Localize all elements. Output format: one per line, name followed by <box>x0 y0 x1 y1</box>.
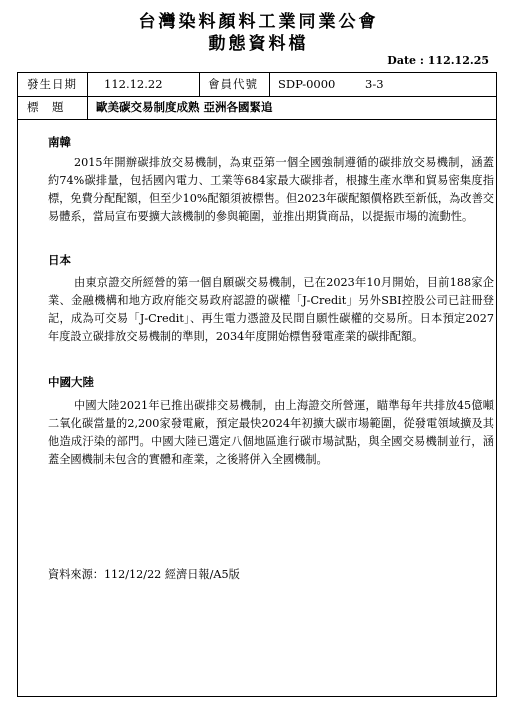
organization-name: 台灣染料顏料工業同業公會 <box>138 12 379 32</box>
code-label: 會員代號 <box>200 73 270 96</box>
code-value: SDP-0000 3-3 <box>278 77 384 91</box>
document-sheet <box>17 72 497 697</box>
title-row <box>18 96 496 120</box>
title-label: 標 題 <box>18 96 88 119</box>
document-date: Date : 112.12.25 <box>387 54 489 67</box>
meta-row <box>18 73 496 97</box>
document-type: 動態資料檔 <box>208 34 309 54</box>
date-value: 112.12.22 <box>88 73 200 96</box>
title-value: 歐美碳交易制度成熟 亞洲各國緊追 <box>96 100 273 114</box>
section-heading: 日本 <box>48 253 71 267</box>
section-body: 2015年開辦碳排放交易機制，為東亞第一個全國強制遵循的碳排放交易機制，涵蓋約74%碳排量，包括國內電力、工業等684家最大碳排者，根據生產水準和貿易密集度指標，免費分配配額，但至少10%配額須被標售。但2023年碳配額價格跌至新低，為改善交易體系，當局宣布要擴大該機制的參與範圍，並推出期貨商品，以提振市場的流動性。 <box>48 156 494 223</box>
section-body: 中國大陸2021年已推出碳排交易機制，由上海證交所營運，瞄準每年共排放45億噸二氧化碳當量的2,200家發電廠，預定最快2024年初擴大碳市場範圍，從發電領域擴及其他造成汙染的部門。中國大陸已選定八個地區進行碳市場試點，與全國交易機制並行，涵蓋全國機制未包含的實體和產業，之後將併入全國機制。 <box>48 399 494 466</box>
section-body: 由東京證交所經營的第一個自願碳交易機制，已在2023年10月開始，目前188家企業、金融機構和地方政府能交易政府認證的碳權「J-Credit」另外SBI控股公司已註冊登記，成為可交易「J-Credit」、再生電力憑證及民間自願性碳權的交易所。日本預定2027年度設立碳排放交易機制的準則，2034年度開始標售發電產業的碳排配額。 <box>48 276 494 343</box>
source-note: 資料來源：112/12/22 經濟日報/A5版 <box>48 568 240 581</box>
section-heading: 中國大陸 <box>48 375 94 389</box>
section-heading: 南韓 <box>48 135 71 149</box>
date-label: 發生日期 <box>18 73 88 96</box>
